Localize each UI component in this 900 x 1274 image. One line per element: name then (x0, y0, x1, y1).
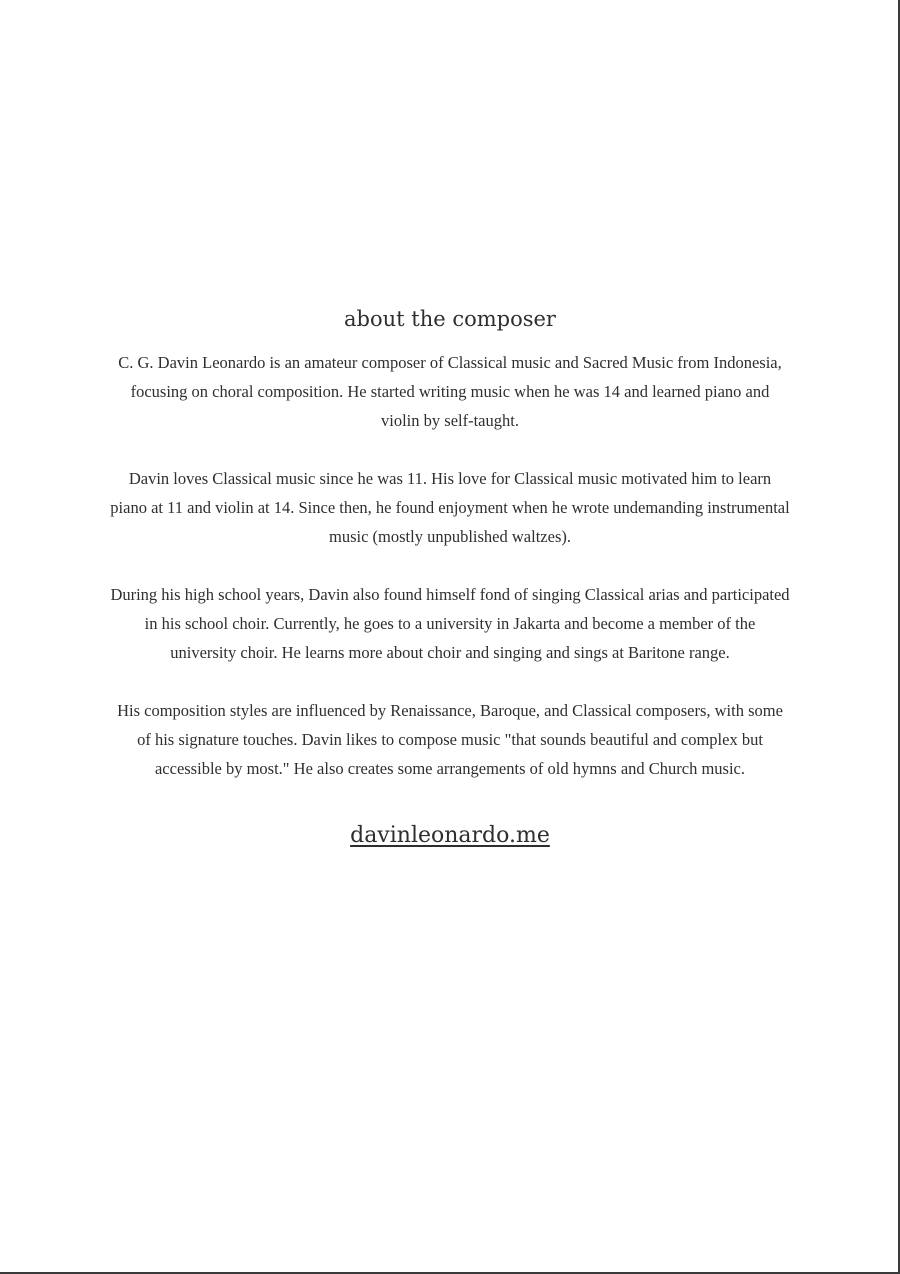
bio-paragraph-2: Davin loves Classical music since he was 11. His love for Classical music motivated him to learn piano at 11 and violin at 14. Since then, he found enjoyment when he wrote undemanding instrumental music (mostly unpublished waltzes). (110, 469, 790, 546)
about-section (110, 302, 790, 852)
page-title: about the composer (344, 307, 556, 331)
bio-paragraph-4: His composition styles are influenced by Renaissance, Baroque, and Classical composers, with some of his signature touches. Davin likes to compose music "that sounds beautiful and complex but accessible by most." He also creates some arrangements of old hymns and Church music. (117, 701, 783, 778)
website-link[interactable]: davinleonardo.me (350, 823, 550, 848)
bio-paragraph-1: C. G. Davin Leonardo is an amateur composer of Classical music and Sacred Music from Indonesia, focusing on choral composition. He started writing music when he was 14 and learned piano and violin by self-taught. (118, 353, 782, 430)
bio-paragraph-3: During his high school years, Davin also found himself fond of singing Classical arias and participated in his school choir. Currently, he goes to a university in Jakarta and become a member of the university choir. He learns more about choir and singing and sings at Baritone range. (110, 585, 790, 662)
